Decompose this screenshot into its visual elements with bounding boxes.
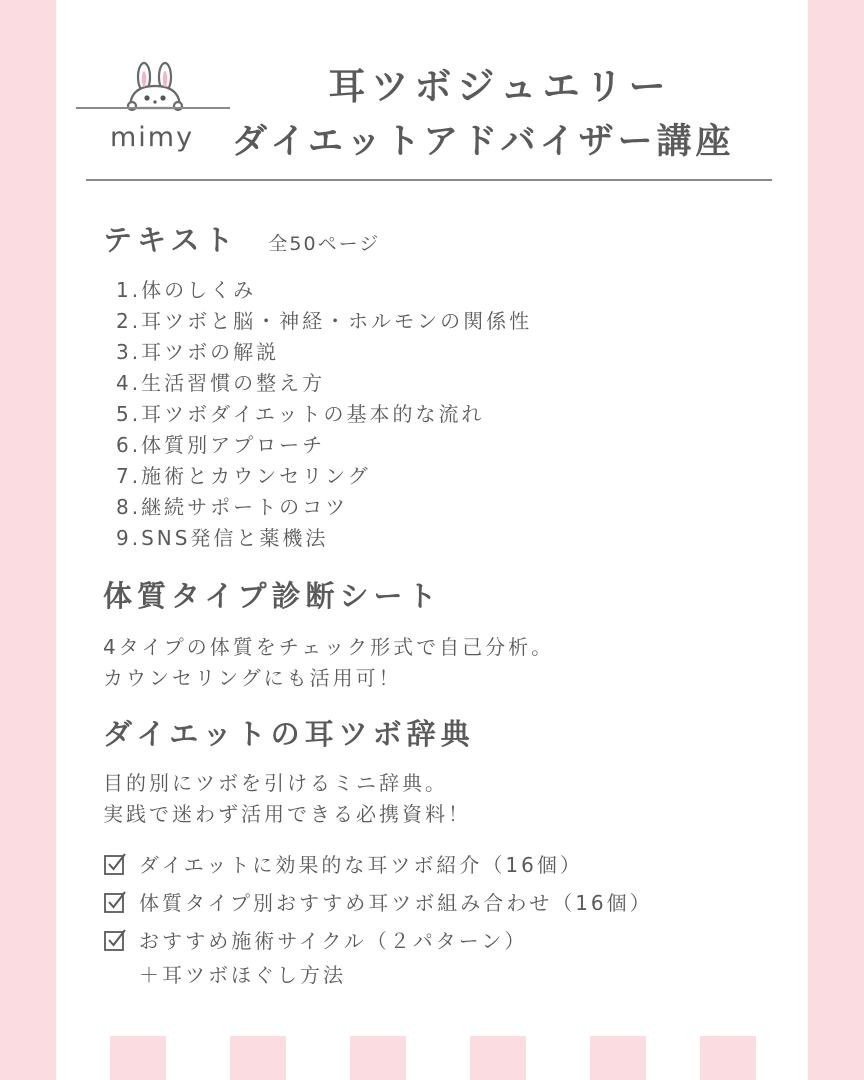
checklist-text: 体質タイプ別おすすめ耳ツボ組み合わせ（16個） [139, 891, 653, 915]
stripe [808, 0, 864, 1080]
checklist-item [103, 848, 653, 882]
description-line: 実践で迷わず活用できる必携資料！ [103, 802, 471, 826]
section-title: テキスト [103, 223, 239, 257]
list-item: 1.体のしくみ [116, 278, 257, 302]
description-line: 4タイプの体質をチェック形式で自己分析。 [103, 635, 555, 659]
checklist-item [103, 924, 653, 992]
checklist-text: おすすめ施術サイクル（２パターン） [139, 929, 528, 953]
checkbox-checked-icon [103, 928, 127, 952]
logo-underline [76, 107, 230, 109]
list-item: 7.施術とカウンセリング [116, 464, 371, 488]
checklist-item [103, 886, 653, 920]
list-item: 2.耳ツボと脳・神経・ホルモンの関係性 [116, 309, 533, 333]
section-heading-diagnosis: 体質タイプ診断シート [103, 579, 442, 613]
list-item: 4.生活習慣の整え方 [116, 371, 326, 395]
list-item: 3.耳ツボの解説 [116, 340, 280, 364]
section-heading-text [103, 218, 380, 259]
checkbox-checked-icon [103, 852, 127, 876]
list-item: 9.SNS発信と薬機法 [116, 526, 329, 550]
list-item: 5.耳ツボダイエットの基本的な流れ [116, 402, 485, 426]
section-heading-dictionary: ダイエットの耳ツボ辞典 [103, 717, 475, 751]
checklist-text: ＋耳ツボほぐし方法 [139, 963, 346, 987]
feature-checklist [103, 848, 653, 996]
stripe [0, 0, 56, 1080]
table-of-contents [116, 275, 532, 554]
checklist-text: ダイエットに効果的な耳ツボ紹介（16個） [139, 853, 583, 877]
logo-text: mimy [110, 122, 195, 153]
header-divider [86, 179, 772, 181]
page-count: 全50ページ [268, 233, 381, 255]
description-line: カウンセリングにも活用可！ [103, 666, 402, 690]
diagnosis-description [103, 632, 554, 694]
list-item: 8.継続サポートのコツ [116, 495, 349, 519]
list-item: 6.体質別アプローチ [116, 433, 326, 457]
page-subtitle: ダイエットアドバイザー講座 [232, 122, 735, 162]
page-title: 耳ツボジュエリー [328, 65, 672, 108]
checkbox-checked-icon [103, 890, 127, 914]
description-line: 目的別にツボを引けるミニ辞典。 [103, 771, 448, 795]
dictionary-description [103, 768, 471, 830]
checklist-text-group [139, 924, 527, 992]
